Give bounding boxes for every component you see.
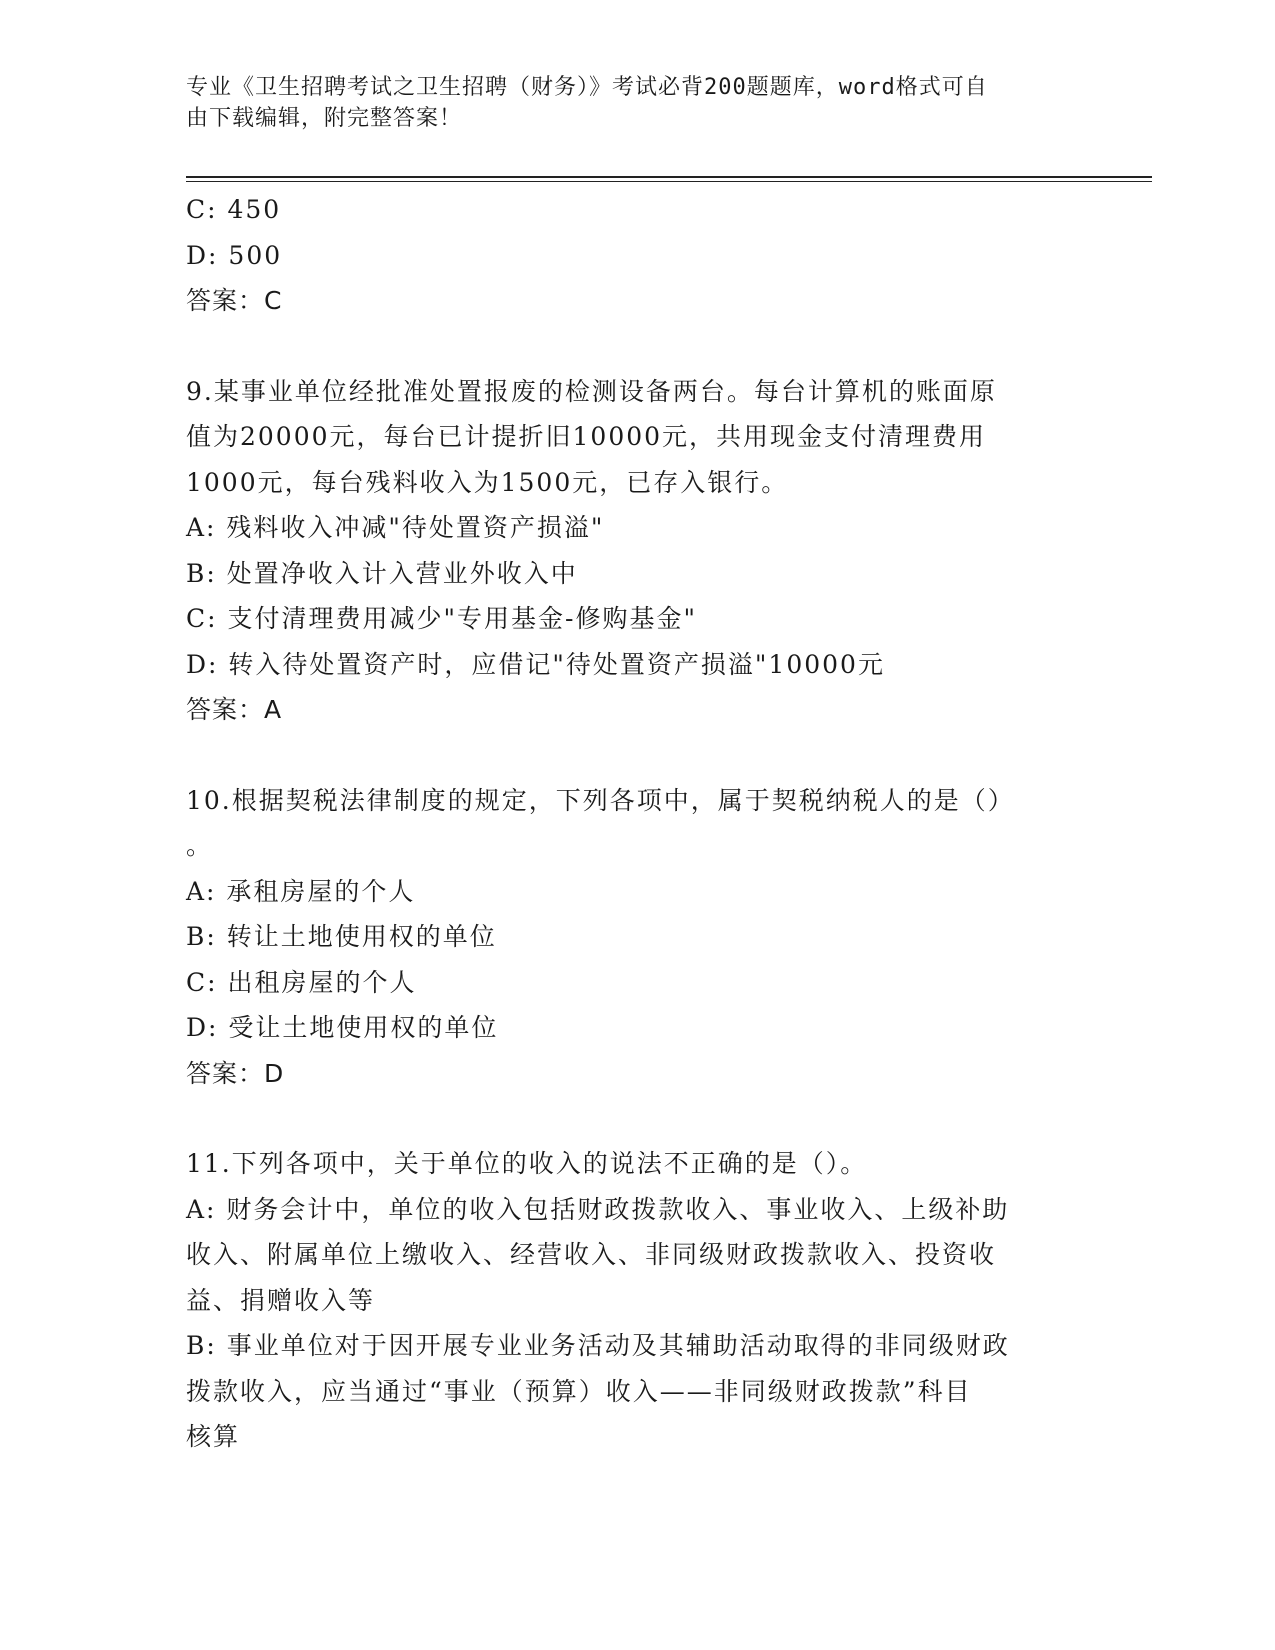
question-list <box>186 187 1086 1460</box>
question-11 <box>186 1141 1086 1460</box>
option-a-line-3: 益、捐赠收入等 <box>186 1285 376 1315</box>
header-line-2: 由下载编辑，附完整答案！ <box>186 106 463 131</box>
option-c: C: 出租房屋的个人 <box>186 967 417 997</box>
option-c: C: 450 <box>186 195 282 224</box>
spacer <box>186 733 1086 778</box>
option-c: C: 支付清理费用减少"专用基金-修购基金" <box>186 604 697 633</box>
question-8 <box>186 187 1086 324</box>
question-10 <box>186 778 1086 1097</box>
option-d: D: 转入待处置资产时，应借记"待处置资产损溢"10000元 <box>186 649 885 679</box>
page-header <box>186 72 1066 134</box>
option-b: B: 转让土地使用权的单位 <box>186 922 497 951</box>
option-b-line-3: 核算 <box>186 1422 241 1451</box>
header-divider-thick <box>186 176 1152 178</box>
option-d: D: 受让土地使用权的单位 <box>186 1013 499 1042</box>
option-d: D: 500 <box>186 240 283 270</box>
question-stem-line-2: 。 <box>186 831 214 860</box>
question-stem-line-1: 9.某事业单位经批准处置报废的检测设备两台。每台计算机的账面原 <box>186 376 997 406</box>
header-divider-thin <box>186 181 1152 182</box>
option-a: A: 残料收入冲减"待处置资产损溢" <box>186 513 605 542</box>
option-a-line-1: A: 财务会计中，单位的收入包括财政拨款收入、事业收入、上级补助 <box>186 1194 1010 1224</box>
option-b-line-2: 拨款收入，应当通过“事业（预算）收入——非同级财政拨款”科目 <box>186 1376 972 1406</box>
answer: 答案：D <box>186 1058 285 1088</box>
question-stem-line-3: 1000元，每台残料收入为1500元，已存入银行。 <box>186 467 789 497</box>
spacer <box>186 1096 1086 1141</box>
question-stem-line-1: 10.根据契税法律制度的规定，下列各项中，属于契税纳税人的是（） <box>186 785 1015 815</box>
spacer <box>186 324 1086 369</box>
question-stem-line-1: 11.下列各项中，关于单位的收入的说法不正确的是（）。 <box>186 1149 868 1178</box>
answer: 答案：A <box>186 695 283 724</box>
header-line-1: 专业《卫生招聘考试之卫生招聘（财务）》考试必背200题题库，word格式可自 <box>186 75 988 100</box>
option-b-line-1: B: 事业单位对于因开展专业业务活动及其辅助活动取得的非同级财政 <box>186 1331 1010 1360</box>
option-a: A: 承租房屋的个人 <box>186 876 416 906</box>
answer: 答案：C <box>186 286 283 315</box>
option-a-line-2: 收入、附属单位上缴收入、经营收入、非同级财政拨款收入、投资收 <box>186 1240 997 1269</box>
question-stem-line-2: 值为20000元，每台已计提折旧10000元，共用现金支付清理费用 <box>186 422 987 451</box>
question-9 <box>186 369 1086 733</box>
option-b: B: 处置净收入计入营业外收入中 <box>186 558 578 588</box>
